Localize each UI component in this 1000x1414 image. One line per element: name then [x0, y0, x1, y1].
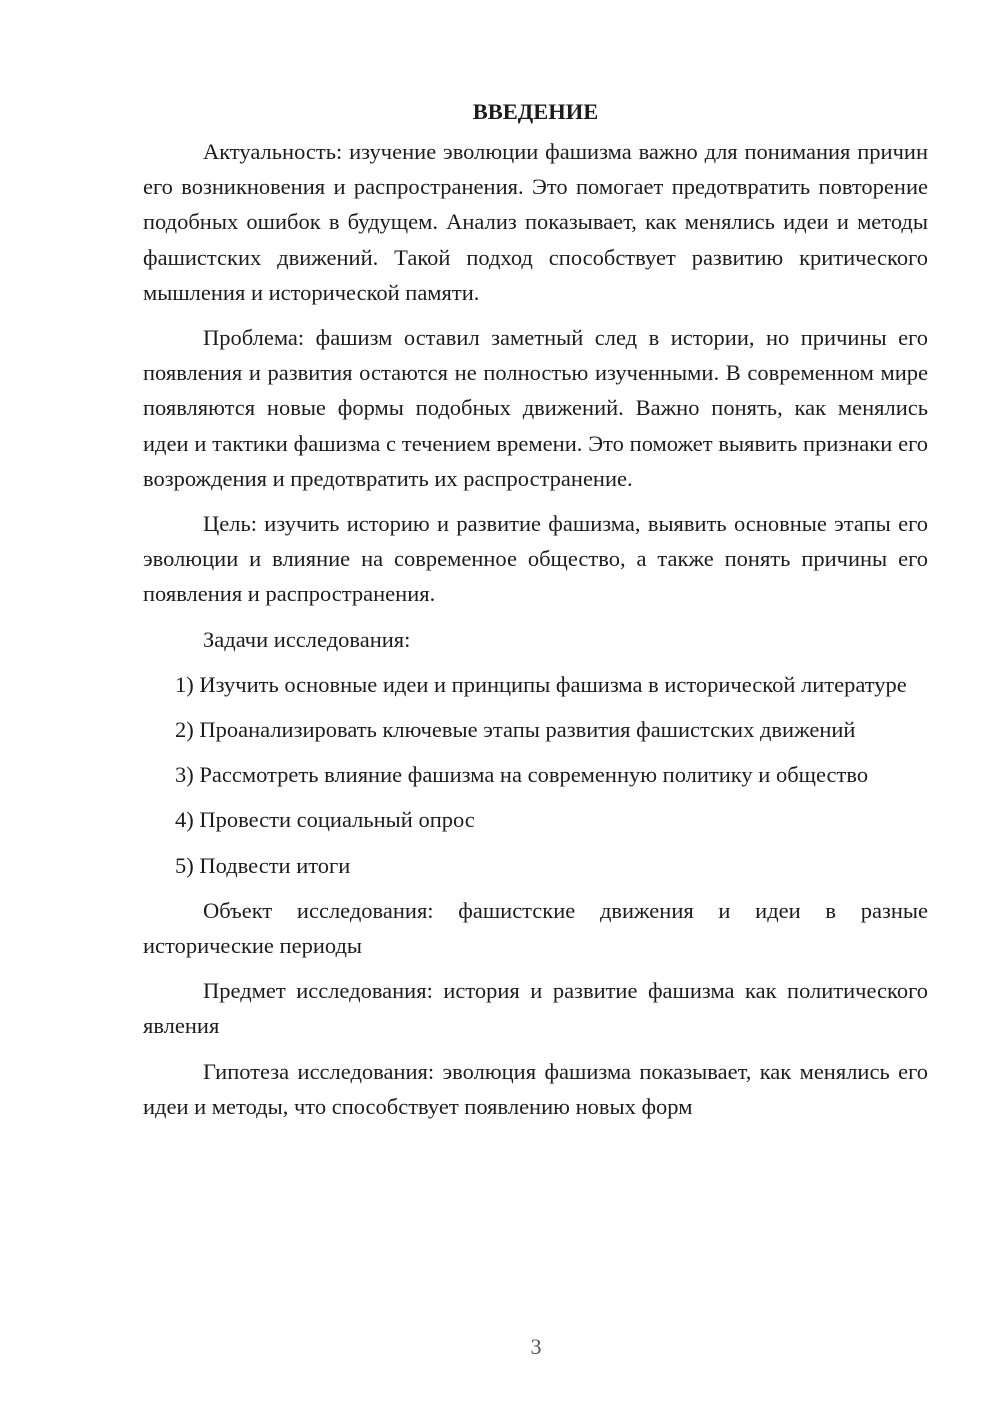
- task-item-3: 3) Рассмотреть влияние фашизма на современную политику и общество: [175, 762, 869, 788]
- task-item-4: 4) Провести социальный опрос: [175, 807, 475, 833]
- paragraph-relevance: Актуальность: изучение эволюции фашизма важно для понимания причин его возникновения и распространения. Это помогает предотвратить повторение подобных ошибок в будущем. Анализ показывает, как менялись идеи и методы фашистских движений. Такой подход способствует развитию критического мышления и исторической памяти.: [143, 139, 928, 305]
- section-heading: ВВЕДЕНИЕ: [472, 99, 599, 124]
- tasks-label: Задачи исследования:: [203, 626, 411, 652]
- paragraph-subject: Предмет исследования: история и развитие фашизма как политического явления: [143, 978, 928, 1039]
- paragraph-goal: Цель: изучить историю и развитие фашизма, выявить основные этапы его эволюции и влияние на современное общество, а также понять причины его появления и распространения.: [143, 511, 928, 607]
- page-number: 3: [530, 1334, 542, 1359]
- paragraph-problem: Проблема: фашизм оставил заметный след в истории, но причины его появления и развития остаются не полностью изученными. В современном мире появляются новые формы подобных движений. Важно понять, как менялись идеи и тактики фашизма с течением времени. Это поможет выявить признаки его возрождения и предотвратить их распространение.: [143, 325, 928, 491]
- task-item-5: 5) Подвести итоги: [175, 852, 351, 878]
- task-item-2: 2) Проанализировать ключевые этапы развития фашистских движений: [175, 717, 856, 743]
- paragraph-hypothesis: Гипотеза исследования: эволюция фашизма показывает, как менялись его идеи и методы, что способствует появлению новых форм: [143, 1058, 928, 1119]
- paragraph-object: Объект исследования: фашистские движения и идеи в разные исторические периоды: [143, 897, 928, 959]
- task-item-1: 1) Изучить основные идеи и принципы фашизма в исторической литературе: [175, 671, 907, 697]
- page-content: [143, 96, 928, 1134]
